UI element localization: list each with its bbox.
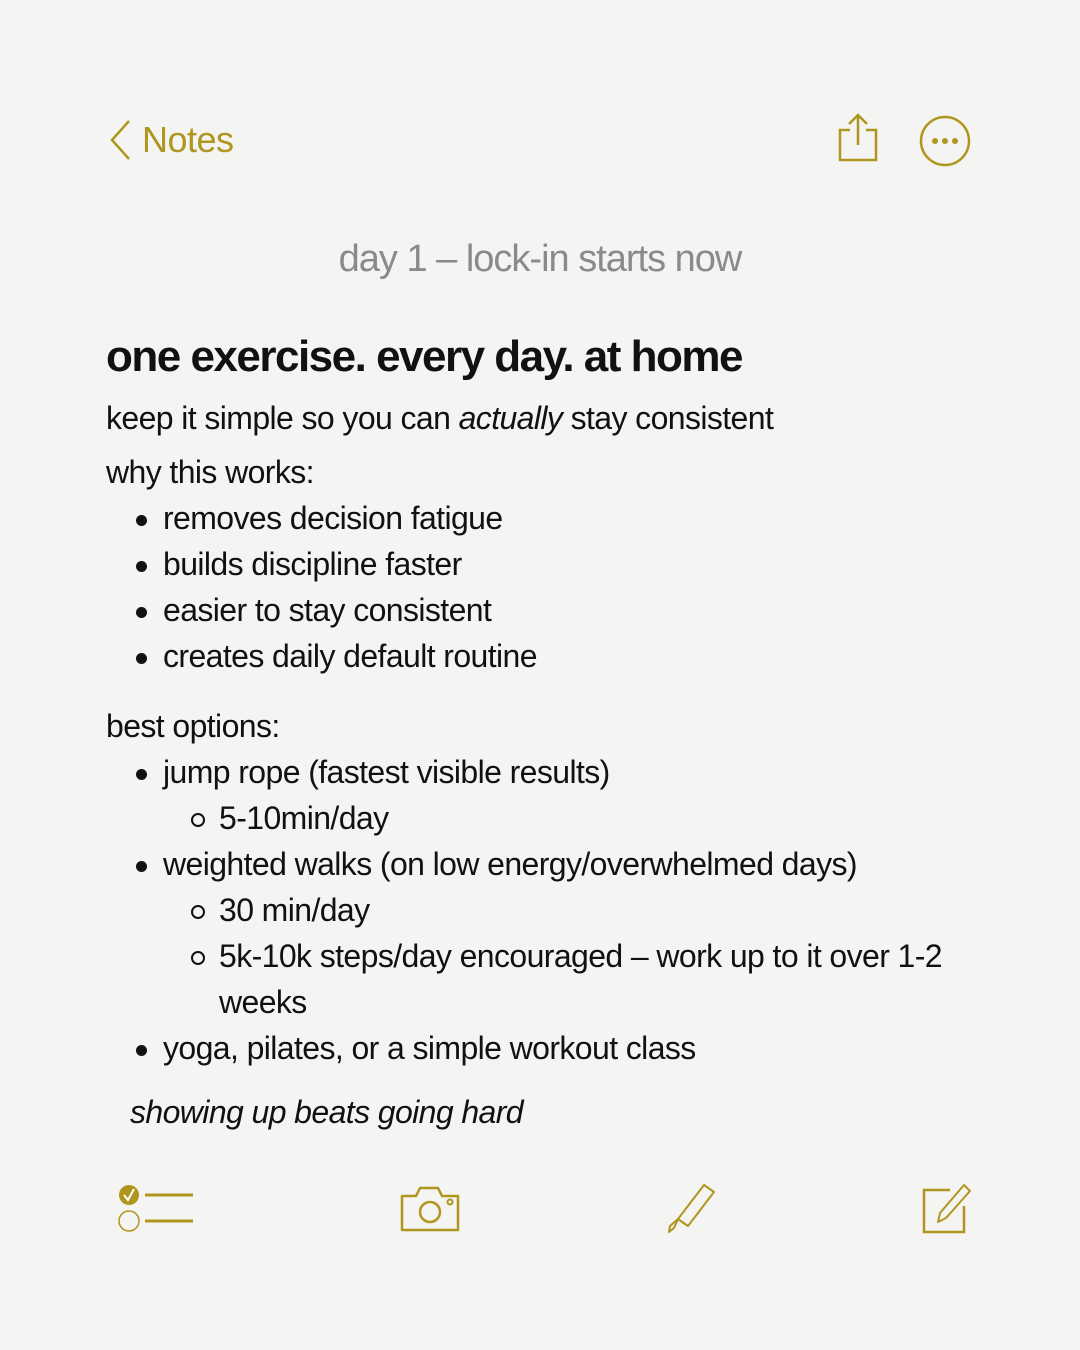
list-item: yoga, pilates, or a simple workout class xyxy=(163,1030,696,1066)
list-item: removes decision fatigue xyxy=(163,500,503,536)
camera-icon[interactable] xyxy=(398,1182,462,1234)
note-title: day 1 – lock-in starts now xyxy=(338,238,742,280)
intro-text: keep it simple so you can actually stay consistent xyxy=(106,400,774,436)
list-item: builds discipline faster xyxy=(163,546,462,582)
compose-icon[interactable] xyxy=(920,1182,974,1234)
share-icon[interactable] xyxy=(836,112,880,164)
back-label: Notes xyxy=(142,119,234,160)
back-button[interactable] xyxy=(108,118,234,162)
checklist-icon[interactable] xyxy=(116,1182,196,1234)
list-item: creates daily default routine xyxy=(163,638,537,674)
sub-list-item-continued: weeks xyxy=(219,984,307,1020)
list-item: jump rope (fastest visible results) xyxy=(163,754,610,790)
why-label: why this works: xyxy=(106,454,314,490)
closing-text: showing up beats going hard xyxy=(130,1094,523,1130)
chevron-left-icon xyxy=(108,118,132,162)
more-options-icon[interactable] xyxy=(918,114,972,168)
list-item: easier to stay consistent xyxy=(163,592,492,628)
sub-list-item: 30 min/day xyxy=(219,892,370,928)
best-label: best options: xyxy=(106,708,280,744)
sub-list-item: 5k-10k steps/day encouraged – work up to it over 1-2 xyxy=(219,938,943,974)
note-heading: one exercise. every day. at home xyxy=(106,332,742,381)
markup-pen-icon[interactable] xyxy=(664,1182,720,1234)
list-item: weighted walks (on low energy/overwhelmed days) xyxy=(163,846,857,882)
sub-list-item: 5-10min/day xyxy=(219,800,389,836)
